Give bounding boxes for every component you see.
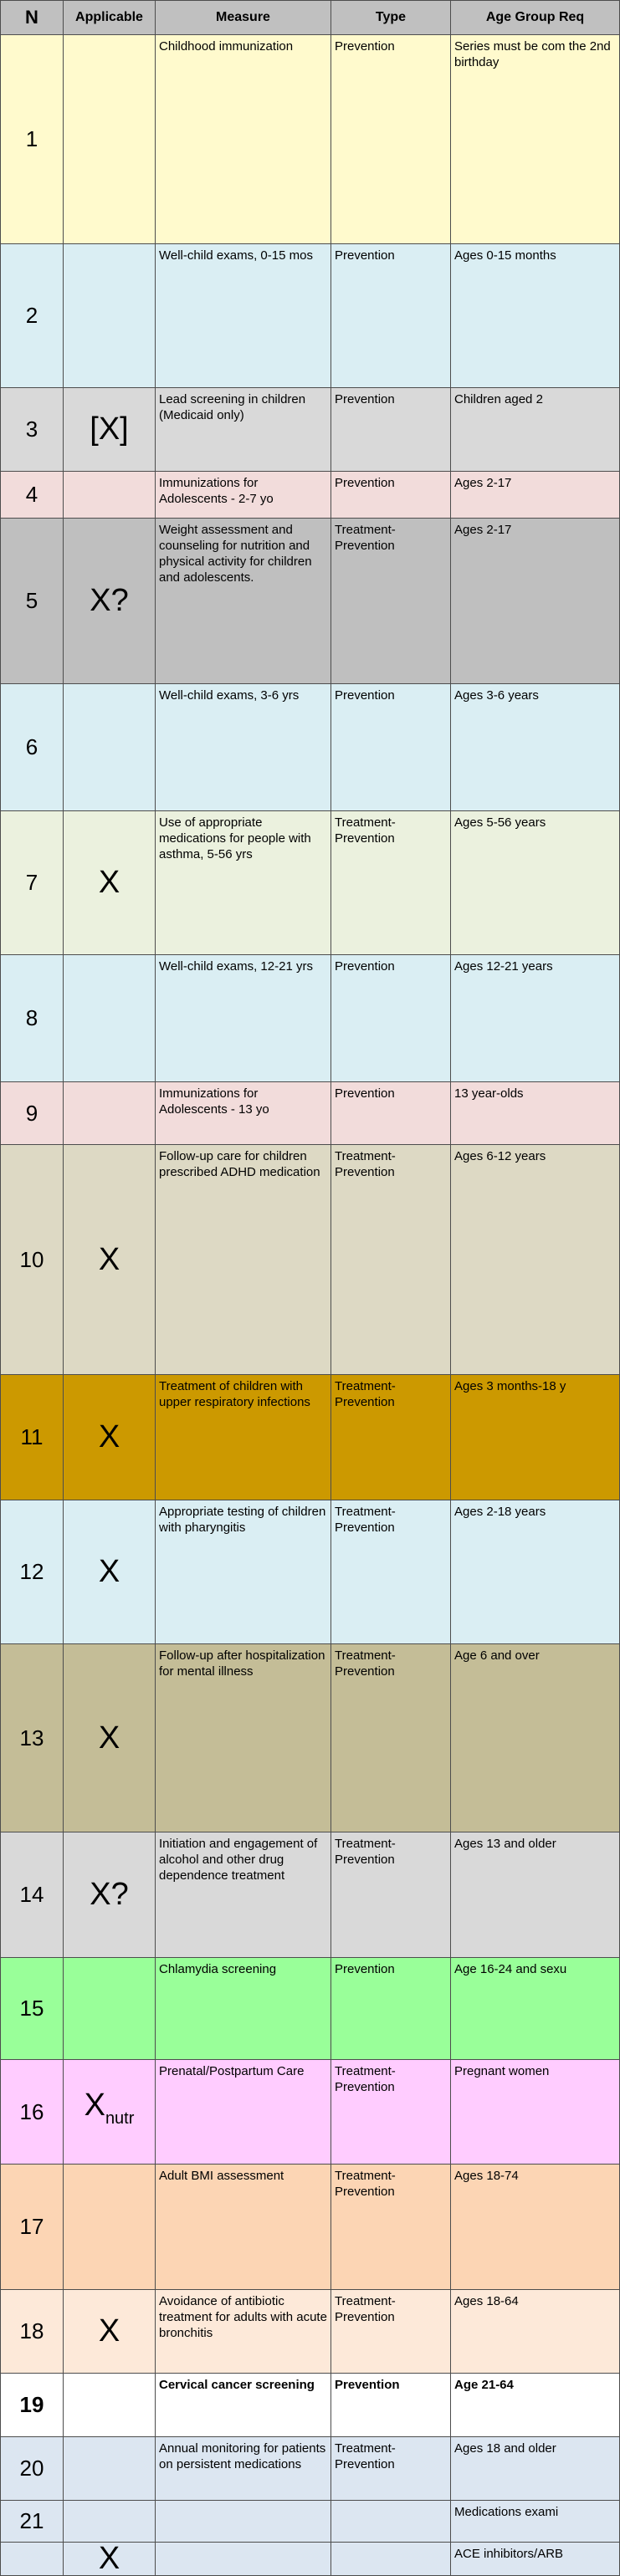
table-row (1, 2501, 620, 2543)
cell-measure-text: Follow-up care for children prescribed ADHD medication (159, 1149, 320, 1179)
cell-n[interactable] (1, 2060, 64, 2165)
cell-age-group[interactable] (451, 1082, 620, 1145)
cell-measure-text: Adult BMI assessment (159, 2169, 284, 2183)
cell-n[interactable] (1, 684, 64, 811)
cell-age-group-text: Ages 18-74 (454, 2169, 519, 2183)
cell-age-group-text: Age 6 and over (454, 1648, 540, 1663)
cell-measure[interactable] (156, 2501, 331, 2543)
table-row (1, 955, 620, 1082)
cell-n[interactable] (1, 2374, 64, 2437)
cell-type[interactable] (331, 35, 451, 244)
cell-applicable[interactable] (64, 955, 156, 1082)
cell-age-group-text: 13 year-olds (454, 1086, 524, 1101)
cell-applicable-text: X (98, 2541, 120, 2576)
cell-type-text: Treatment-Prevention (335, 2441, 396, 2471)
table-row (1, 1500, 620, 1644)
cell-n[interactable] (1, 1500, 64, 1644)
cell-type[interactable] (331, 2060, 451, 2165)
cell-n[interactable] (1, 519, 64, 684)
cell-measure-text: Well-child exams, 3-6 yrs (159, 688, 300, 703)
cell-applicable[interactable] (64, 2501, 156, 2543)
cell-n[interactable] (1, 1832, 64, 1958)
cell-n-text: 14 (19, 1882, 44, 1907)
cell-measure[interactable] (156, 2060, 331, 2165)
cell-age-group[interactable] (451, 2060, 620, 2165)
cell-type[interactable] (331, 472, 451, 519)
cell-n-text: 10 (19, 1246, 44, 1272)
cell-measure-text: Immunizations for Adolescents - 13 yo (159, 1086, 269, 1117)
cell-applicable[interactable] (64, 811, 156, 955)
table-row (1, 2543, 620, 2576)
cell-measure[interactable] (156, 2374, 331, 2437)
cell-applicable-text: X (98, 865, 120, 900)
cell-applicable[interactable] (64, 1500, 156, 1644)
cell-type[interactable] (331, 1145, 451, 1375)
cell-type[interactable] (331, 388, 451, 472)
cell-applicable[interactable] (64, 1145, 156, 1375)
cell-age-group[interactable] (451, 684, 620, 811)
cell-age-group-text: Ages 0-15 months (454, 248, 556, 263)
cell-type[interactable] (331, 811, 451, 955)
table-row (1, 2437, 620, 2501)
cell-measure-text: Annual monitoring for patients on persistent medications (159, 2441, 326, 2471)
cell-n[interactable] (1, 2543, 64, 2576)
cell-age-group[interactable] (451, 955, 620, 1082)
table-row (1, 2374, 620, 2437)
cell-measure[interactable] (156, 2290, 331, 2374)
cell-type[interactable] (331, 1958, 451, 2060)
header-applicable[interactable]: Applicable (64, 1, 156, 35)
cell-type[interactable] (331, 1375, 451, 1500)
table-row (1, 244, 620, 388)
cell-applicable[interactable] (64, 2437, 156, 2501)
cell-measure-text: Initiation and engagement of alcohol and other drug dependence treatment (159, 1837, 318, 1883)
cell-measure[interactable] (156, 35, 331, 244)
cell-n[interactable] (1, 472, 64, 519)
cell-age-group-text: Ages 2-17 (454, 523, 512, 537)
cell-applicable-text: [X] (90, 411, 129, 447)
cell-n-text: 12 (19, 1559, 44, 1584)
cell-applicable[interactable] (64, 519, 156, 684)
cell-age-group[interactable] (451, 811, 620, 955)
cell-measure[interactable] (156, 955, 331, 1082)
cell-n-text: 6 (25, 734, 38, 759)
cell-applicable[interactable] (64, 244, 156, 388)
cell-age-group-text: Ages 12-21 years (454, 959, 553, 974)
cell-applicable[interactable] (64, 2165, 156, 2290)
cell-n-text: 18 (19, 2318, 44, 2343)
table-row (1, 1958, 620, 2060)
cell-type-text: Treatment-Prevention (335, 1149, 396, 1179)
cell-n-text: 8 (25, 1005, 38, 1030)
cell-type-text: Prevention (335, 392, 395, 406)
cell-type-text: Prevention (335, 39, 395, 54)
cell-measure-text: Treatment of children with upper respiratory infections (159, 1379, 310, 1409)
cell-measure[interactable] (156, 1375, 331, 1500)
cell-n[interactable] (1, 2165, 64, 2290)
cell-measure[interactable] (156, 684, 331, 811)
cell-measure[interactable] (156, 2543, 331, 2576)
cell-n[interactable] (1, 1375, 64, 1500)
cell-age-group-text: Ages 2-17 (454, 476, 512, 490)
cell-measure-text: Use of appropriate medications for people with asthma, 5-56 yrs (159, 815, 311, 861)
cell-age-group[interactable] (451, 519, 620, 684)
cell-measure[interactable] (156, 1958, 331, 2060)
cell-type-text: Prevention (335, 2378, 400, 2392)
cell-n-text: 21 (19, 2508, 44, 2533)
cell-applicable[interactable] (64, 1375, 156, 1500)
table-row (1, 811, 620, 955)
cell-type[interactable] (331, 1500, 451, 1644)
cell-n-text: 17 (19, 2214, 44, 2239)
cell-type-text: Treatment-Prevention (335, 815, 396, 846)
cell-n[interactable] (1, 2437, 64, 2501)
cell-type[interactable] (331, 955, 451, 1082)
cell-measure-text: Immunizations for Adolescents - 2-7 yo (159, 476, 274, 506)
cell-applicable-text: X (98, 1554, 120, 1589)
cell-type[interactable] (331, 1082, 451, 1145)
cell-n[interactable] (1, 2290, 64, 2374)
cell-n[interactable] (1, 244, 64, 388)
cell-n[interactable] (1, 1082, 64, 1145)
cell-age-group[interactable] (451, 1958, 620, 2060)
cell-applicable[interactable] (64, 2060, 156, 2165)
cell-measure[interactable] (156, 1644, 331, 1832)
table-row (1, 1145, 620, 1375)
cell-n-text: 7 (25, 870, 38, 895)
cell-measure[interactable] (156, 1832, 331, 1958)
cell-type-text: Treatment-Prevention (335, 2064, 396, 2094)
cell-type-text: Treatment-Prevention (335, 1837, 396, 1867)
cell-age-group[interactable] (451, 1500, 620, 1644)
cell-measure-text: Follow-up after hospitalization for mental illness (159, 1648, 325, 1679)
cell-n[interactable] (1, 1958, 64, 2060)
cell-measure[interactable] (156, 1500, 331, 1644)
cell-n-text: 19 (19, 2392, 44, 2417)
cell-type-text: Treatment-Prevention (335, 1379, 396, 1409)
cell-n-text: 13 (19, 1725, 44, 1751)
cell-applicable-text: X (98, 2313, 120, 2349)
cell-n[interactable] (1, 388, 64, 472)
cell-n-text: 3 (25, 417, 38, 442)
cell-n[interactable] (1, 1145, 64, 1375)
cell-age-group[interactable] (451, 2437, 620, 2501)
cell-type[interactable] (331, 1832, 451, 1958)
cell-measure-text: Childhood immunization (159, 39, 294, 54)
cell-age-group-text: Ages 3 months-18 y (454, 1379, 566, 1393)
header-row (1, 1, 620, 35)
cell-age-group[interactable] (451, 244, 620, 388)
cell-n-text: 1 (25, 126, 38, 151)
cell-measure-text: Weight assessment and counseling for nutrition and physical activity for children and adolescents. (159, 523, 312, 585)
cell-type-text: Treatment-Prevention (335, 2294, 396, 2324)
cell-age-group[interactable] (451, 2501, 620, 2543)
cell-measure-text: Lead screening in children (Medicaid only) (159, 392, 306, 422)
cell-type[interactable] (331, 2543, 451, 2576)
cell-applicable[interactable] (64, 2543, 156, 2576)
cell-measure[interactable] (156, 472, 331, 519)
cell-type-text: Prevention (335, 476, 395, 490)
cell-applicable-text: X (98, 1241, 120, 1277)
cell-n[interactable] (1, 35, 64, 244)
cell-measure-text: Well-child exams, 0-15 mos (159, 248, 313, 263)
cell-type-text: Treatment-Prevention (335, 1505, 396, 1535)
cell-age-group-text: Children aged 2 (454, 392, 543, 406)
applicable-subscript: nutr (105, 2108, 135, 2128)
header-measure[interactable]: Measure (156, 1, 331, 35)
cell-measure-text: Prenatal/Postpartum Care (159, 2064, 305, 2078)
cell-age-group[interactable] (451, 2165, 620, 2290)
cell-type-text: Prevention (335, 248, 395, 263)
cell-type[interactable] (331, 2437, 451, 2501)
cell-measure[interactable] (156, 2165, 331, 2290)
header-age-group[interactable]: Age Group Req (451, 1, 620, 35)
cell-age-group-text: Ages 13 and older (454, 1837, 556, 1851)
cell-type[interactable] (331, 2501, 451, 2543)
cell-applicable-text: X (98, 1419, 120, 1454)
table-row (1, 472, 620, 519)
cell-age-group-text: Ages 18 and older (454, 2441, 556, 2456)
cell-age-group-text: Ages 2-18 years (454, 1505, 546, 1519)
cell-n-text: 15 (19, 1996, 44, 2021)
cell-applicable[interactable] (64, 388, 156, 472)
table-row (1, 1375, 620, 1500)
table-row (1, 1832, 620, 1958)
cell-measure-text: Well-child exams, 12-21 yrs (159, 959, 313, 974)
cell-age-group-text: Age 21-64 (454, 2378, 514, 2392)
cell-applicable[interactable] (64, 684, 156, 811)
cell-age-group-text: Ages 5-56 years (454, 815, 546, 830)
cell-applicable[interactable] (64, 1958, 156, 2060)
cell-age-group[interactable] (451, 35, 620, 244)
cell-applicable[interactable] (64, 1644, 156, 1832)
cell-type-text: Prevention (335, 1086, 395, 1101)
cell-n-text: 2 (25, 303, 38, 328)
table-row (1, 684, 620, 811)
cell-applicable[interactable] (64, 2290, 156, 2374)
cell-age-group[interactable] (451, 1145, 620, 1375)
table-row (1, 388, 620, 472)
cell-n[interactable] (1, 2501, 64, 2543)
cell-applicable[interactable] (64, 1082, 156, 1145)
table-row (1, 1082, 620, 1145)
cell-type-text: Prevention (335, 959, 395, 974)
header-n[interactable]: N (1, 1, 64, 35)
table-row (1, 1644, 620, 1832)
cell-age-group-text: Ages 3-6 years (454, 688, 539, 703)
cell-age-group[interactable] (451, 1375, 620, 1500)
cell-measure-text: Chlamydia screening (159, 1962, 277, 1976)
cell-applicable[interactable] (64, 35, 156, 244)
table-row (1, 35, 620, 244)
cell-applicable-text: X? (90, 1877, 129, 1912)
cell-age-group[interactable] (451, 2290, 620, 2374)
cell-applicable[interactable] (64, 472, 156, 519)
cell-age-group-text: Ages 6-12 years (454, 1149, 546, 1163)
table-row (1, 2290, 620, 2374)
table-row (1, 2165, 620, 2290)
cell-type-text: Treatment-Prevention (335, 2169, 396, 2199)
cell-n-text: 5 (25, 588, 38, 613)
cell-measure[interactable] (156, 388, 331, 472)
cell-type[interactable] (331, 2374, 451, 2437)
cell-measure[interactable] (156, 1145, 331, 1375)
cell-n-text: 16 (19, 2098, 44, 2124)
cell-age-group[interactable] (451, 2543, 620, 2576)
cell-measure-text: Cervical cancer screening (159, 2378, 315, 2392)
cell-type[interactable] (331, 1644, 451, 1832)
cell-age-group-text: Series must be com the 2nd birthday (454, 39, 611, 69)
cell-age-group[interactable] (451, 1644, 620, 1832)
cell-age-group-text: Pregnant women (454, 2064, 550, 2078)
cell-type[interactable] (331, 244, 451, 388)
cell-age-group[interactable] (451, 1832, 620, 1958)
cell-age-group[interactable] (451, 472, 620, 519)
cell-measure[interactable] (156, 244, 331, 388)
cell-n-text: 4 (25, 482, 38, 507)
cell-n-text: 9 (25, 1100, 38, 1126)
cell-applicable[interactable] (64, 1832, 156, 1958)
cell-n-text: 11 (20, 1424, 44, 1449)
cell-measure[interactable] (156, 519, 331, 684)
cell-age-group[interactable] (451, 388, 620, 472)
cell-age-group-text: Medications exami (454, 2505, 559, 2519)
cell-n-text: 20 (19, 2456, 44, 2481)
cell-type-text: Prevention (335, 688, 395, 703)
header-type[interactable]: Type (331, 1, 451, 35)
cell-n[interactable] (1, 955, 64, 1082)
cell-type[interactable] (331, 684, 451, 811)
cell-type[interactable] (331, 2165, 451, 2290)
cell-type-text: Treatment-Prevention (335, 523, 396, 553)
cell-measure[interactable] (156, 2437, 331, 2501)
cell-type-text: Prevention (335, 1962, 395, 1976)
table-row (1, 2060, 620, 2165)
cell-type[interactable] (331, 2290, 451, 2374)
cell-measure[interactable] (156, 811, 331, 955)
cell-n[interactable] (1, 1644, 64, 1832)
cell-age-group-text: Ages 18-64 (454, 2294, 519, 2308)
cell-applicable-text: X (84, 2087, 105, 2123)
cell-type-text: Treatment-Prevention (335, 1648, 396, 1679)
cell-measure-text: Appropriate testing of children with pharyngitis (159, 1505, 326, 1535)
cell-n[interactable] (1, 811, 64, 955)
cell-applicable[interactable] (64, 2374, 156, 2437)
cell-applicable-text: X (98, 1720, 120, 1756)
cell-measure[interactable] (156, 1082, 331, 1145)
table-row (1, 519, 620, 684)
cell-applicable-text: X? (90, 583, 129, 618)
cell-age-group-text: ACE inhibitors/ARB (454, 2547, 564, 2561)
cell-type[interactable] (331, 519, 451, 684)
cell-measure-text: Avoidance of antibiotic treatment for adults with acute bronchitis (159, 2294, 327, 2340)
cell-age-group-text: Age 16-24 and sexu (454, 1962, 567, 1976)
cell-age-group[interactable] (451, 2374, 620, 2437)
